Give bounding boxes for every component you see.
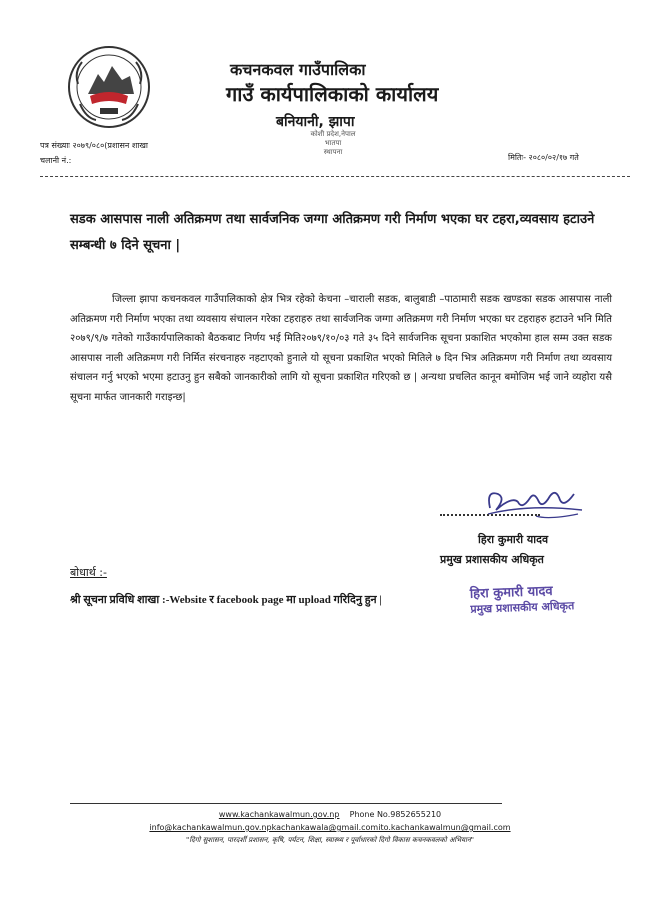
footer-divider: [70, 803, 502, 804]
name-stamp: [469, 580, 574, 617]
notice-body-text: जिल्ला झापा कचनकवल गाउँपालिकाको क्षेत्र भित्र रहेको केचना –चाराली सडक, बालुबाडी –पाठामारी सडक खण्डका सडक आसपास नाली अतिक्रमण गरी निर्माण भएका तथा व्यवसाय संचालन गरेका टहराहरु तथा सार्वजनिक जग्गा अतिक्रमण गरी निर्माण भएका घर टहराहरु हटाउने भनि मिति २०७९/९/७ गतेको गाउँकार्यपालिकाको बैठकबाट निर्णय भई मिति२०७९/१०/०३ गते ३५ दिने सार्वजनिक सूचना प्रकाशित भएकोमा हाल सम्म उक्त सडक आसपास नाली अतिक्रमण गरी निर्मित संरचनाहरु नहटाएको हुनाले यो सूचना प्रकाशित भएको मितिले ७ दिन भित्र अतिक्रमण गरी निर्माण तथा व्यवसाय संचालन गर्नु भएको भएमा हटाउनु हुन सबैको जानकारीको लागि यो सूचना प्रकाशित गरिएको छ | अन्यथा प्रचलित कानून बमोजिम भई जाने व्यहोरा यसै सूचना मार्फत जानकारी गराइन्छ|: [70, 294, 612, 403]
stamp-line: कोशी प्रदेश,नेपाल: [310, 130, 356, 138]
phone-number: Phone No.9852655210: [349, 810, 442, 819]
dispatch-number: चलानी नं.:: [40, 156, 72, 165]
nepal-emblem-logo: [66, 44, 152, 130]
footer-contact: [70, 810, 590, 819]
footer-slogan: "दिगो सुशासन, पारदर्शी प्रशासन, कृषि, पर्यटन, शिक्षा, स्वास्थ्य र पूर्वाधारको दिगो विकास कचनकवलको अभियान": [185, 836, 475, 844]
handwritten-signature: [478, 480, 588, 526]
signature-line: [440, 514, 540, 516]
cc-recipient: श्री सूचना प्रविधि शाखा :-Website र facebook page मा upload गरिदिनु हुन |: [70, 594, 382, 606]
website-link[interactable]: www.kachankawalmun.gov.np: [218, 810, 340, 819]
stamp-line: भातपा: [324, 139, 342, 147]
office-name: कचनकवल गाउँपालिका: [230, 60, 366, 79]
cc-label: बोधार्थ :-: [70, 566, 107, 579]
stamp-line: स्थापना: [323, 148, 343, 156]
header-divider: [40, 176, 630, 177]
office-title: गाउँ कार्यपालिकाको कार्यालय: [226, 82, 439, 106]
office-place: बनियानी, झापा: [276, 114, 355, 130]
name-stamp-name: हिरा कुमारी यादव: [469, 583, 553, 602]
signer-designation: प्रमुख प्रशासकीय अधिकृत: [440, 553, 544, 566]
notice-subject: सडक आसपास नाली अतिक्रमण तथा सार्वजनिक जग्गा अतिक्रमण गरी निर्माण भएका घर टहरा,व्यवसाय हटाउने सम्बन्धी ७ दिने सूचना |: [70, 212, 595, 253]
letter-date: मितिः- २०८०/०२/१७ गते: [508, 153, 579, 162]
footer-emails[interactable]: info@kachankawalmun.gov.npkachankawala@gmail.comito.kachankawalmun@gmail.com: [149, 823, 511, 832]
signer-name: हिरा कुमारी यादव: [478, 533, 549, 546]
notice-body: [70, 290, 612, 407]
office-stamp: [296, 130, 370, 157]
name-stamp-post: प्रमुख प्रशासकीय अधिकृत: [470, 599, 575, 616]
reference-number: पत्र संख्याः २०७९/०८०(प्रशासन शाखा: [40, 141, 148, 150]
